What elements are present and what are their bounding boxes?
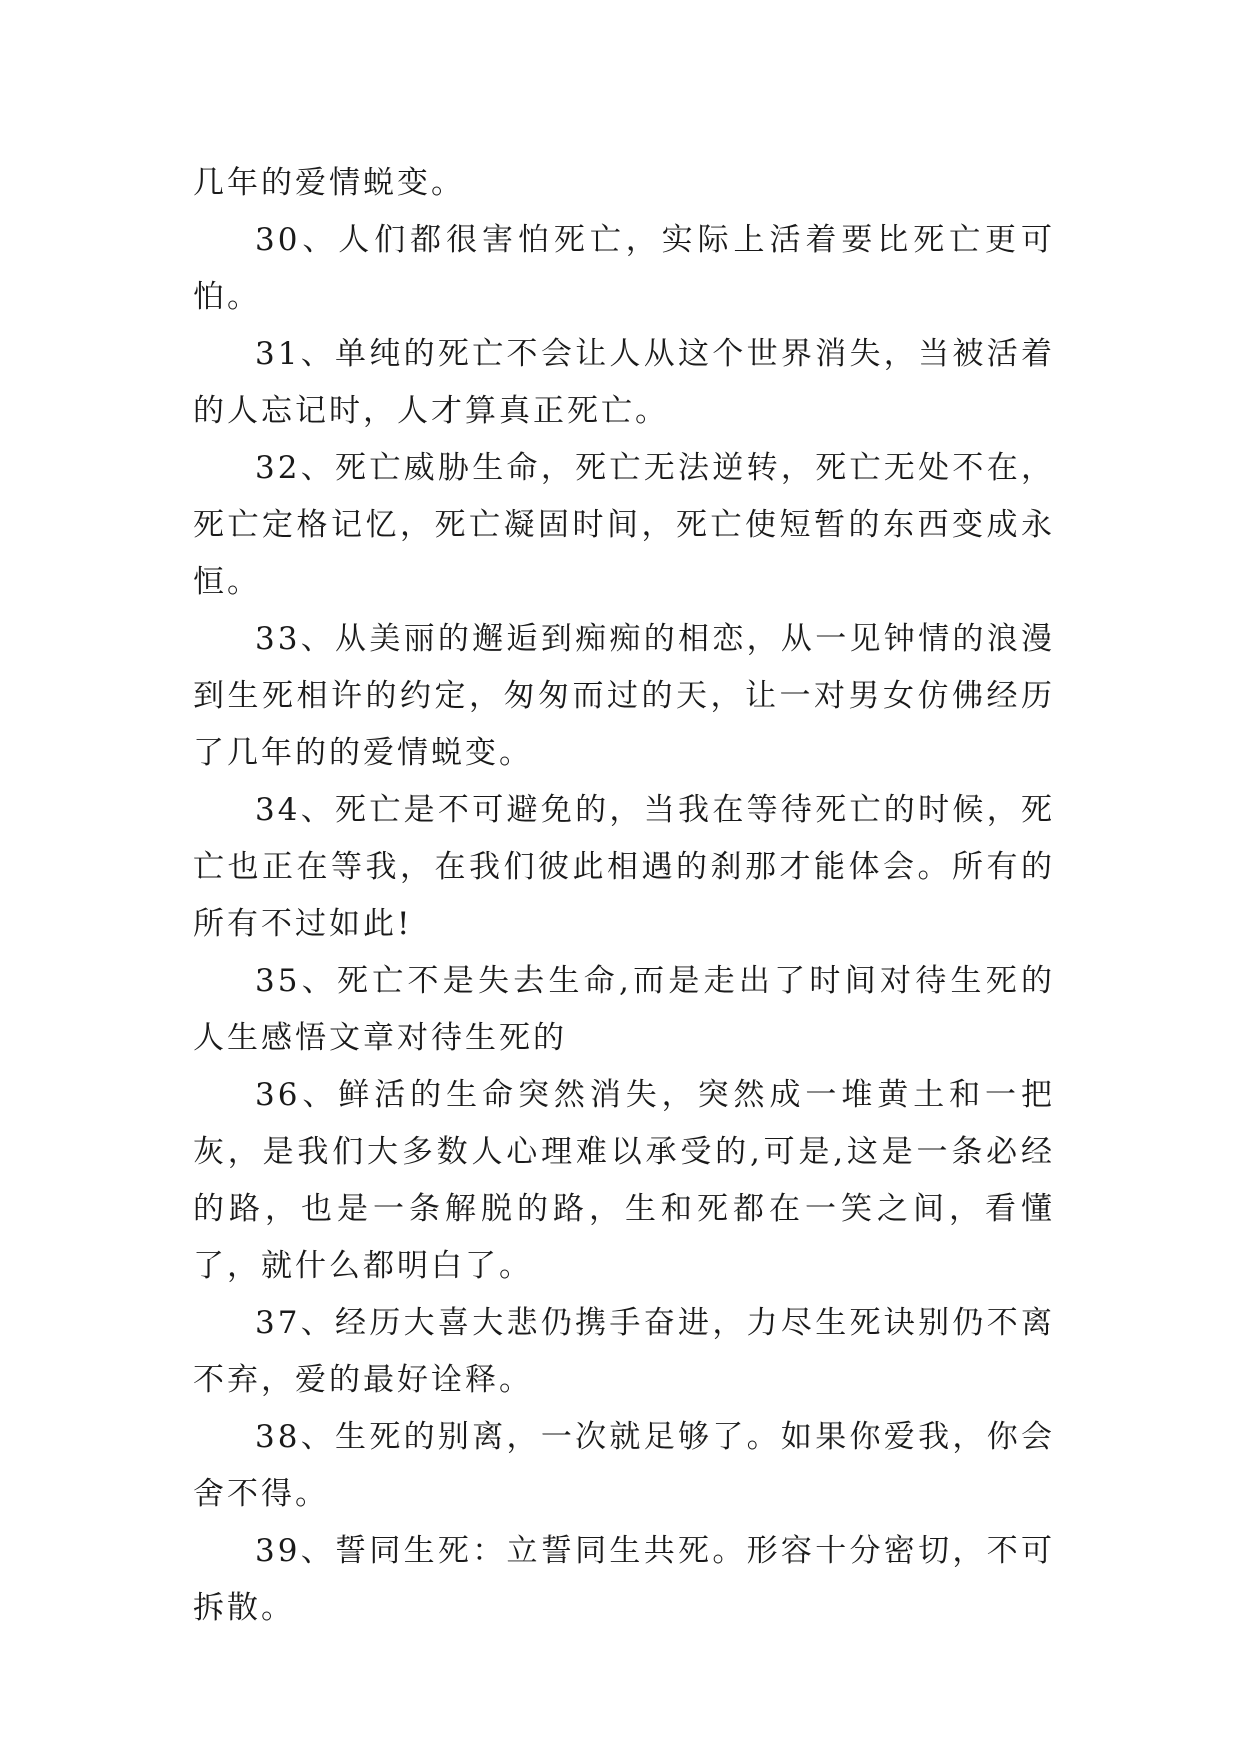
paragraph-35: 35、死亡不是失去生命,而是走出了时间对待生死的人生感悟文章对待生死的 bbox=[193, 963, 1055, 1056]
paragraph-39: 39、誓同生死：立誓同生共死。形容十分密切，不可拆散。 bbox=[193, 1533, 1055, 1626]
paragraph-continued: 几年的爱情蜕变。 bbox=[193, 165, 465, 201]
paragraph-31: 31、单纯的死亡不会让人从这个世界消失，当被活着的人忘记时，人才算真正死亡。 bbox=[193, 336, 1055, 429]
paragraph-30: 30、人们都很害怕死亡，实际上活着要比死亡更可怕。 bbox=[193, 222, 1055, 315]
paragraph-32: 32、死亡威胁生命，死亡无法逆转，死亡无处不在，死亡定格记忆，死亡凝固时间，死亡使短暂的东西变成永恒。 bbox=[193, 450, 1055, 600]
paragraph-36: 36、鲜活的生命突然消失，突然成一堆黄土和一把灰，是我们大多数人心理难以承受的,可是,这是一条必经的路，也是一条解脱的路，生和死都在一笑之间，看懂了，就什么都明白了。 bbox=[193, 1077, 1055, 1284]
document-body bbox=[193, 155, 1055, 1637]
paragraph-38: 38、生死的别离，一次就足够了。如果你爱我，你会舍不得。 bbox=[193, 1419, 1055, 1512]
paragraph-34: 34、死亡是不可避免的，当我在等待死亡的时候，死亡也正在等我，在我们彼此相遇的刹那才能体会。所有的所有不过如此! bbox=[193, 792, 1055, 942]
paragraph-33: 33、从美丽的邂逅到痴痴的相恋，从一见钟情的浪漫到生死相许的约定，匆匆而过的天，让一对男女仿佛经历了几年的的爱情蜕变。 bbox=[193, 621, 1055, 771]
paragraph-37: 37、经历大喜大悲仍携手奋进，力尽生死诀别仍不离不弃，爱的最好诠释。 bbox=[193, 1305, 1055, 1398]
